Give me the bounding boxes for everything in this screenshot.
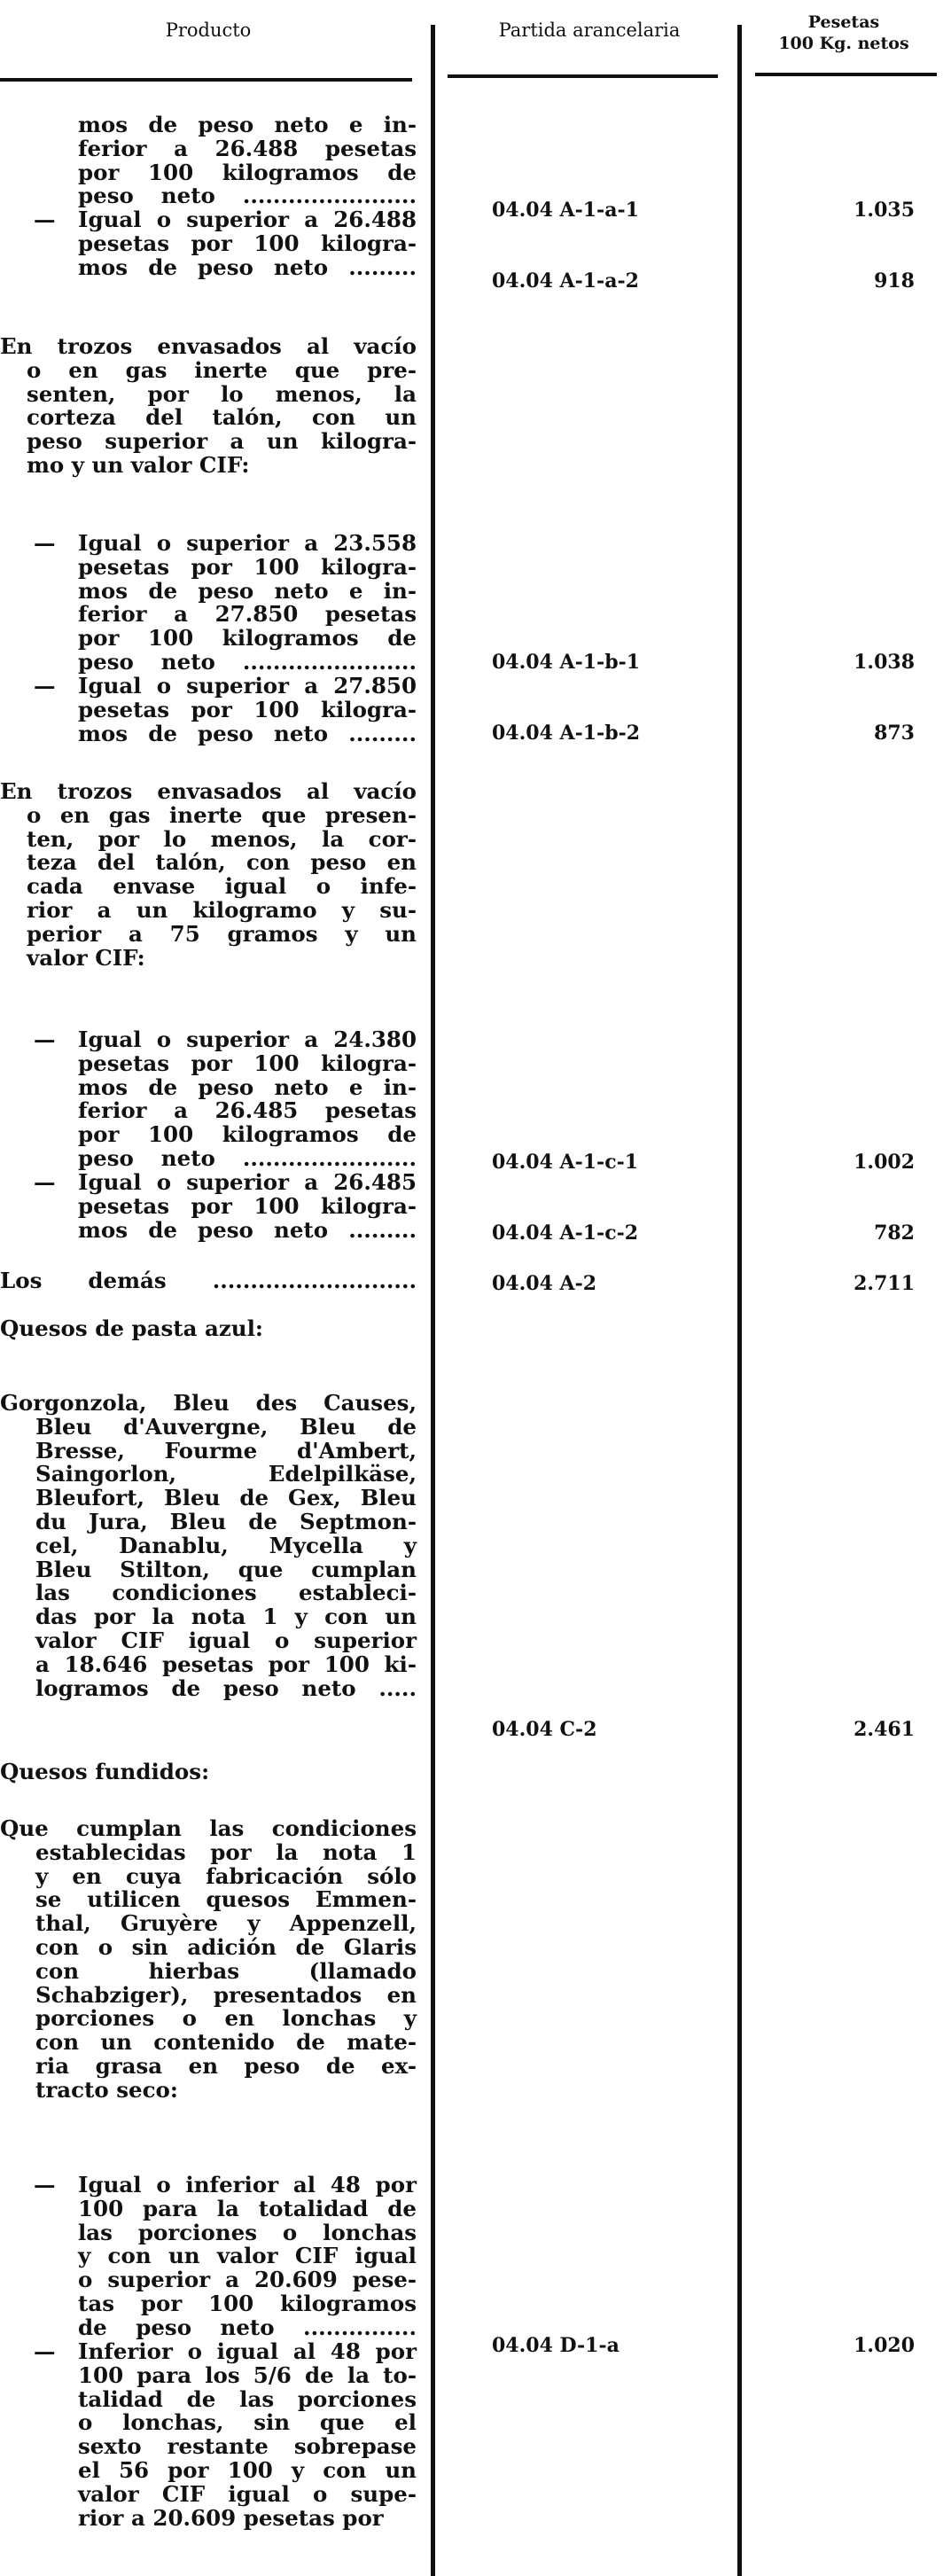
column-header-tariff: Partida arancelaria bbox=[498, 20, 681, 41]
text-line: Schabziger), presentados en bbox=[35, 1981, 417, 2008]
text-line: Igual o superior a 26.485 bbox=[78, 1169, 417, 1195]
tariff-code: 04.04 A-1-b-2 bbox=[492, 722, 641, 745]
text-line: En trozos envasados al vacío bbox=[0, 778, 417, 804]
text-line: a 18.646 pesetas por 100 ki- bbox=[35, 1651, 417, 1677]
text-line: ferior a 26.488 pesetas bbox=[78, 135, 417, 161]
text-line: porciones o en lonchas y bbox=[35, 2005, 417, 2032]
text-line: las porciones o lonchas bbox=[78, 2219, 417, 2245]
list-dash-icon: — bbox=[34, 1169, 56, 1195]
tariff-code: 04.04 A-1-c-1 bbox=[492, 1151, 639, 1174]
list-dash-icon: — bbox=[34, 673, 56, 699]
product-description bbox=[0, 1317, 417, 1341]
text-line: mos de peso neto e in- bbox=[78, 1073, 417, 1100]
text-line: se utilicen quesos Emmen- bbox=[35, 1886, 417, 1913]
product-description bbox=[34, 1169, 417, 1243]
text-line: o en gas inerte que presen- bbox=[27, 801, 417, 828]
text-line: por 100 kilogramos de bbox=[78, 625, 417, 652]
text-line: Igual o superior a 23.558 bbox=[78, 530, 417, 556]
list-dash-icon: — bbox=[34, 1026, 56, 1052]
text-line: teza del talón, con peso en bbox=[27, 849, 417, 876]
text-line: cel, Danablu, Mycella y bbox=[35, 1532, 417, 1558]
tariff-code: 04.04 A-1-a-1 bbox=[492, 199, 639, 222]
tariff-code: 04.04 A-1-a-2 bbox=[492, 269, 639, 293]
text-line: valor CIF: bbox=[27, 944, 145, 971]
text-line: perior a 75 gramos y un bbox=[27, 920, 417, 947]
product-description bbox=[34, 2172, 417, 2340]
text-line: Quesos de pasta azul: bbox=[0, 1315, 263, 1341]
text-line: cada envase igual o infe- bbox=[27, 873, 417, 900]
text-line: logramos de peso neto ..... bbox=[35, 1674, 417, 1701]
text-line: rior a 20.609 pesetas por bbox=[78, 2504, 384, 2531]
product-description bbox=[0, 1390, 417, 1701]
product-description bbox=[34, 207, 417, 280]
text-line: ten, por lo menos, la cor- bbox=[27, 825, 417, 852]
text-line: y con un valor CIF igual bbox=[78, 2243, 417, 2269]
text-line: 100 para los 5/6 de la to- bbox=[78, 2361, 417, 2388]
text-line: Quesos fundidos: bbox=[0, 1759, 210, 1784]
text-line: En trozos envasados al vacío bbox=[0, 333, 417, 359]
product-description bbox=[0, 778, 417, 971]
text-line: tracto seco: bbox=[35, 2076, 178, 2103]
text-line: du Jura, Bleu de Septmon- bbox=[35, 1508, 417, 1534]
text-line: tas por 100 kilogramos bbox=[78, 2290, 417, 2316]
text-line: con hierbas (llamado bbox=[35, 1957, 417, 1984]
text-line: Saingorlon, Edelpilkäse, bbox=[35, 1461, 417, 1487]
text-line: rior a un kilogramo y su- bbox=[27, 896, 417, 923]
header-rule-product bbox=[0, 78, 412, 82]
price-value: 1.038 bbox=[853, 651, 915, 674]
text-line: mos de peso neto ......... bbox=[78, 1216, 417, 1243]
text-line: ferior a 27.850 pesetas bbox=[78, 601, 417, 628]
price-value: 1.020 bbox=[853, 2334, 915, 2357]
text-line: o lonchas, sin que el bbox=[78, 2409, 417, 2436]
product-description bbox=[0, 1760, 417, 1784]
text-line: ferior a 26.485 pesetas bbox=[78, 1097, 417, 1124]
text-line: Igual o superior a 26.488 bbox=[78, 207, 417, 232]
product-description bbox=[34, 1026, 417, 1171]
text-line: talidad de las porciones bbox=[78, 2385, 417, 2412]
price-value: 1.002 bbox=[853, 1151, 915, 1174]
text-line: mos de peso neto e in- bbox=[78, 112, 417, 137]
product-description bbox=[34, 2338, 417, 2531]
text-line: das por la nota 1 y con un bbox=[35, 1604, 417, 1630]
text-line: por 100 kilogramos de bbox=[78, 1121, 417, 1148]
tariff-code: 04.04 C-2 bbox=[492, 1718, 597, 1741]
product-description bbox=[34, 673, 417, 746]
tariff-code: 04.04 A-2 bbox=[492, 1272, 597, 1295]
column-divider-2 bbox=[737, 25, 742, 2576]
price-value: 873 bbox=[874, 722, 915, 745]
text-line: Inferior o igual al 48 por bbox=[78, 2338, 417, 2364]
column-header-product: Producto bbox=[165, 20, 252, 41]
text-line: Gorgonzola, Bleu des Causes, bbox=[0, 1390, 417, 1416]
text-line: el 56 por 100 y con un bbox=[78, 2456, 417, 2483]
price-value: 782 bbox=[874, 1222, 915, 1245]
list-dash-icon: — bbox=[34, 2172, 56, 2197]
text-line: thal, Gruyère y Appenzell, bbox=[35, 1910, 417, 1937]
text-line: senten, por lo menos, la bbox=[27, 380, 417, 407]
text-line: peso neto ....................... bbox=[78, 1144, 417, 1171]
text-line: con un contenido de mate- bbox=[35, 2029, 417, 2056]
text-line: Los demás ........................... bbox=[0, 1268, 417, 1293]
product-description bbox=[78, 113, 417, 208]
text-line: mos de peso neto ......... bbox=[78, 254, 417, 280]
text-line: pesetas por 100 kilogra- bbox=[78, 696, 417, 722]
price-value: 1.035 bbox=[853, 199, 915, 222]
text-line: Igual o inferior al 48 por bbox=[78, 2172, 417, 2197]
header-rule-price bbox=[755, 73, 937, 76]
text-line: pesetas por 100 kilogra- bbox=[78, 230, 417, 256]
text-line: mos de peso neto e in- bbox=[78, 577, 417, 604]
column-header-price-line2: 100 Kg. netos bbox=[778, 34, 909, 53]
text-line: con o sin adición de Glaris bbox=[35, 1933, 417, 1960]
header-rule-tariff bbox=[448, 74, 718, 78]
text-line: Bresse, Fourme d'Ambert, bbox=[35, 1437, 417, 1464]
tariff-code: 04.04 A-1-b-1 bbox=[492, 651, 641, 674]
column-header-price-line1: Pesetas bbox=[807, 12, 880, 32]
list-dash-icon: — bbox=[34, 207, 56, 232]
text-line: o en gas inerte que pre- bbox=[27, 356, 417, 383]
text-line: mos de peso neto ......... bbox=[78, 720, 417, 746]
text-line: ria grasa en peso de ex- bbox=[35, 2052, 417, 2079]
text-line: las condiciones estableci- bbox=[35, 1580, 417, 1606]
list-dash-icon: — bbox=[34, 2338, 56, 2364]
text-line: Que cumplan las condiciones bbox=[0, 1815, 417, 1841]
product-description bbox=[0, 1815, 417, 2103]
text-line: Igual o superior a 24.380 bbox=[78, 1026, 417, 1052]
price-value: 2.711 bbox=[853, 1272, 915, 1295]
text-line: peso superior a un kilogra- bbox=[27, 428, 417, 455]
text-line: pesetas por 100 kilogra- bbox=[78, 1192, 417, 1219]
tariff-code: 04.04 A-1-c-2 bbox=[492, 1222, 639, 1245]
text-line: 100 para la totalidad de bbox=[78, 2195, 417, 2221]
list-dash-icon: — bbox=[34, 530, 56, 556]
text-line: peso neto ....................... bbox=[78, 183, 417, 209]
text-line: peso neto ....................... bbox=[78, 648, 417, 675]
tariff-code: 04.04 D-1-a bbox=[492, 2334, 620, 2357]
text-line: valor CIF igual o superior bbox=[35, 1627, 417, 1653]
text-line: Bleu Stilton, que cumplan bbox=[35, 1556, 417, 1582]
text-line: por 100 kilogramos de bbox=[78, 159, 417, 185]
text-line: y en cuya fabricación sólo bbox=[35, 1862, 417, 1889]
product-description bbox=[0, 1269, 417, 1293]
product-description bbox=[0, 333, 417, 478]
text-line: mo y un valor CIF: bbox=[27, 451, 250, 478]
product-description bbox=[34, 530, 417, 675]
text-line: corteza del talón, con un bbox=[27, 404, 417, 431]
text-line: valor CIF igual o supe- bbox=[78, 2480, 417, 2507]
column-divider-1 bbox=[431, 25, 435, 2576]
text-line: de peso neto ............... bbox=[78, 2314, 417, 2340]
text-line: Bleufort, Bleu de Gex, Bleu bbox=[35, 1485, 417, 1511]
text-line: pesetas por 100 kilogra- bbox=[78, 1050, 417, 1076]
price-value: 2.461 bbox=[853, 1718, 915, 1741]
text-line: establecidas por la nota 1 bbox=[35, 1838, 417, 1865]
text-line: Igual o superior a 27.850 bbox=[78, 673, 417, 699]
text-line: o superior a 20.609 pese- bbox=[78, 2267, 417, 2293]
text-line: sexto restante sobrepase bbox=[78, 2433, 417, 2460]
text-line: Bleu d'Auvergne, Bleu de bbox=[35, 1413, 417, 1440]
text-line: pesetas por 100 kilogra- bbox=[78, 553, 417, 580]
price-value: 918 bbox=[874, 269, 915, 293]
